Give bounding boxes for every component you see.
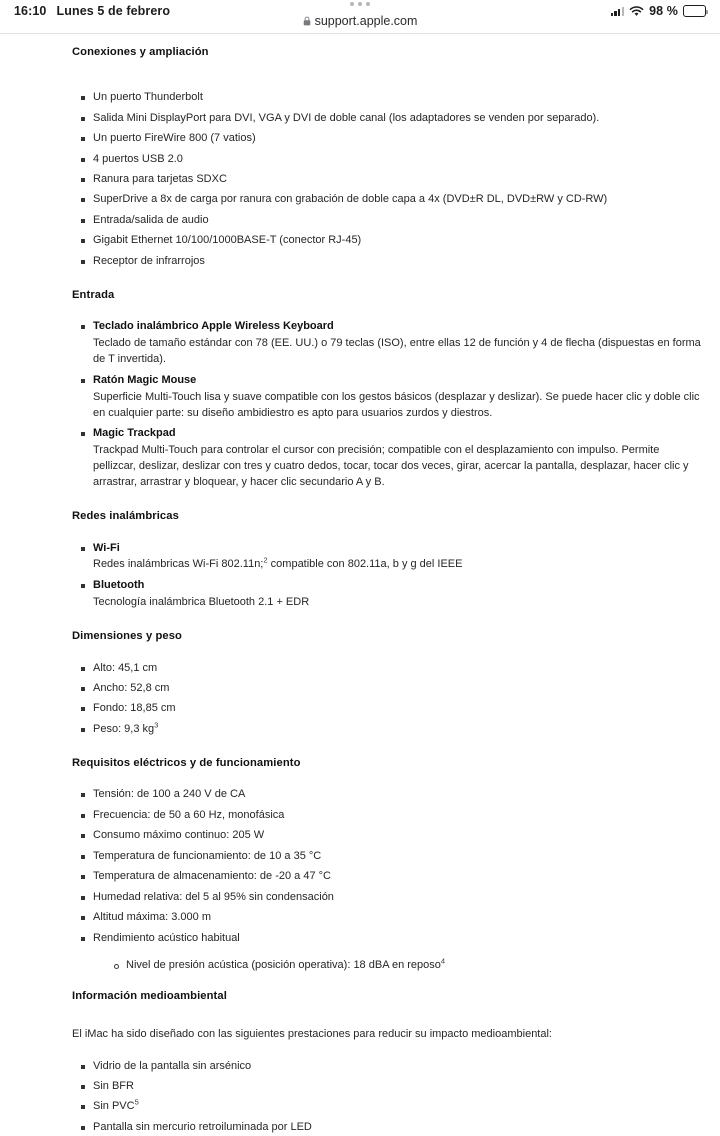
section-heading-entrada: Entrada	[72, 289, 115, 302]
list-item	[72, 426, 704, 491]
list-requisitos-sub	[72, 958, 704, 974]
list-item-text: Vidrio de la pantalla sin arsénico	[93, 1059, 252, 1072]
footnote-ref: 3	[154, 720, 159, 730]
footnote-ref: 4	[440, 956, 446, 966]
list-item	[72, 1059, 704, 1075]
list-item-term: Ratón Magic Mouse	[93, 373, 197, 386]
battery-percentage: 98 %	[649, 4, 678, 18]
list-item-description: Superficie Multi-Touch lisa y suave compatible con los gestos básicos (desplazar y deslizar). Se puede hacer clic y doble clic en cualquier parte: su diseño ambidiestro es apto para usuarios zurdos y diestros.	[93, 390, 700, 419]
list-item-term: Teclado inalámbrico Apple Wireless Keyboard	[93, 320, 334, 333]
list-item-text: Fondo: 18,85 cm	[93, 702, 176, 715]
list-item	[72, 681, 704, 697]
list-item	[72, 578, 704, 611]
list-item-text: Nivel de presión acústica (posición operativa): 18 dBA en reposo	[126, 958, 441, 971]
list-conexiones	[72, 90, 704, 269]
list-item-text: Ancho: 52,8 cm	[93, 681, 170, 694]
list-item: Ranura para tarjetas SDXC	[72, 172, 704, 188]
list-medioambiental	[72, 1059, 704, 1136]
list-entrada	[72, 319, 704, 490]
list-item: Gigabit Ethernet 10/100/1000BASE-T (conector RJ-45)	[72, 233, 704, 249]
list-item-text: Sin BFR	[93, 1080, 134, 1093]
list-item	[72, 319, 704, 368]
list-item-description: Teclado de tamaño estándar con 78 (EE. UU.) o 79 teclas (ISO), entre ellas 12 de función y 4 de flecha (dispuestas en forma de T invertida).	[93, 337, 701, 366]
list-item: Un puerto Thunderbolt	[72, 90, 704, 106]
desc-text-before: Redes inalámbricas Wi-Fi 802.11n;	[93, 558, 264, 571]
list-item: Altitud máxima: 3.000 m	[72, 910, 704, 926]
list-item	[72, 1120, 704, 1136]
list-item: Frecuencia: de 50 a 60 Hz, monofásica	[72, 808, 704, 824]
list-item: Receptor de infrarrojos	[72, 254, 704, 270]
status-bar-date: Lunes 5 de febrero	[56, 4, 171, 18]
list-item: Humedad relativa: del 5 al 95% sin condensación	[72, 890, 704, 906]
list-item	[72, 373, 704, 422]
list-item: Salida Mini DisplayPort para DVI, VGA y DVI de doble canal (los adaptadores se venden por separado).	[72, 111, 704, 127]
spec-document	[0, 34, 720, 1136]
footnote-ref: 5	[134, 1097, 139, 1107]
list-dimensiones	[72, 661, 704, 738]
list-item-description	[93, 557, 704, 573]
address-bar-url: support.apple.com	[314, 14, 418, 28]
list-item: Tensión: de 100 a 240 V de CA	[72, 787, 704, 803]
list-item-text: Pantalla sin mercurio retroiluminada por LED	[93, 1120, 312, 1133]
section-heading-requisitos: Requisitos eléctricos y de funcionamiento	[72, 757, 301, 770]
list-item-term: Bluetooth	[93, 578, 145, 591]
medioambiental-intro: El iMac ha sido diseñado con las siguientes prestaciones para reducir su impacto medioambiental:	[72, 1027, 552, 1040]
section-heading-conexiones: Conexiones y ampliación	[72, 46, 209, 58]
list-item	[72, 1079, 704, 1095]
list-item-description: Trackpad Multi-Touch para controlar el cursor con precisión; compatible con el desplazamiento con impulso. Permite pellizcar, deslizar, deslizar con tres y cuatro dedos, tocar, tocar dos veces, girar, acercar la pantalla, desplazar, hacer clic y arrastrar, arrastrar y bloquear, y hacer clic secundario A y B.	[93, 443, 689, 488]
section-heading-medioambiental: Información medioambiental	[72, 990, 227, 1003]
list-requisitos	[72, 787, 704, 946]
list-item-description: Tecnología inalámbrica Bluetooth 2.1 + EDR	[93, 595, 310, 608]
list-item: Entrada/salida de audio	[72, 213, 704, 229]
list-item: Temperatura de funcionamiento: de 10 a 35 °C	[72, 849, 704, 865]
list-item	[72, 661, 704, 677]
list-redes	[72, 541, 704, 611]
list-item-term: Wi-Fi	[93, 541, 120, 554]
lock-icon	[303, 16, 311, 26]
list-item: SuperDrive a 8x de carga por ranura con grabación de doble capa a 4x (DVD±R DL, DVD±RW y CD-RW)	[72, 192, 704, 208]
tab-dots-icon[interactable]	[0, 2, 720, 6]
list-item-term: Magic Trackpad	[93, 427, 176, 440]
browser-chrome	[0, 0, 720, 34]
list-item	[72, 1099, 704, 1115]
address-bar[interactable]	[0, 14, 720, 28]
list-item	[72, 701, 704, 717]
desc-text-after: compatible con 802.11a, b y g del IEEE	[267, 558, 463, 571]
list-item	[72, 722, 704, 738]
section-heading-dimensiones: Dimensiones y peso	[72, 630, 182, 643]
list-item-text: Sin PVC	[93, 1100, 135, 1113]
list-item-text: Peso: 9,3 kg	[93, 722, 155, 735]
list-item	[105, 958, 704, 974]
list-item: Consumo máximo continuo: 205 W	[72, 828, 704, 844]
section-heading-redes: Redes inalámbricas	[72, 510, 179, 523]
page-content	[0, 34, 720, 1136]
list-item: Un puerto FireWire 800 (7 vatios)	[72, 131, 704, 147]
list-item: 4 puertos USB 2.0	[72, 152, 704, 168]
list-item	[72, 541, 704, 574]
list-item-text: Alto: 45,1 cm	[93, 661, 158, 674]
list-item: Temperatura de almacenamiento: de -20 a 47 °C	[72, 869, 704, 885]
footnote-ref: 2	[263, 555, 268, 565]
status-bar-time: 16:10	[14, 4, 47, 18]
list-item: Rendimiento acústico habitual	[72, 931, 704, 947]
